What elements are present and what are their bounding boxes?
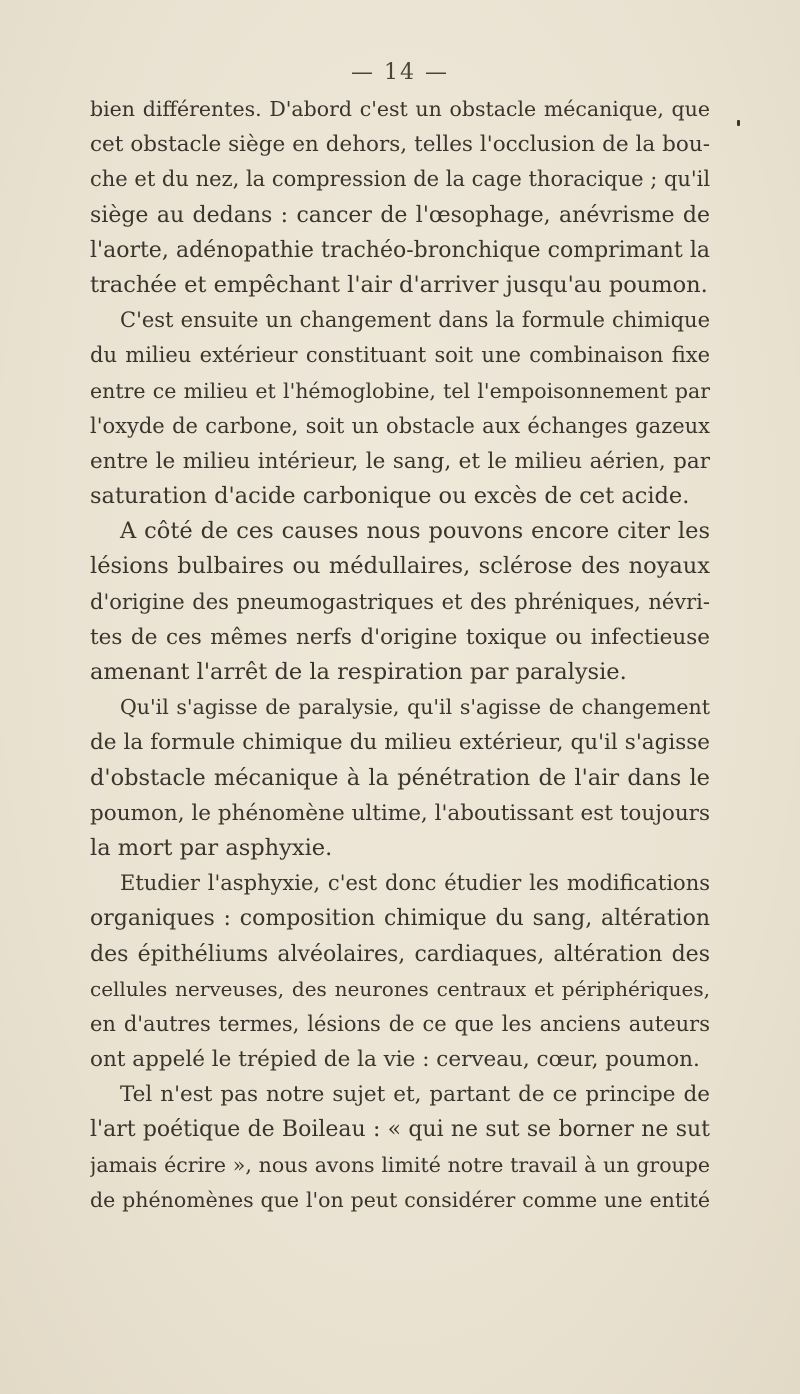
page-number: — 14 —: [351, 60, 449, 85]
text-line: du milieu extérieur constituant soit une combinaison fixe: [90, 343, 710, 368]
margin-mark: [737, 120, 740, 126]
text-line: poumon, le phénomène ultime, l'aboutissant est toujours: [90, 800, 710, 826]
text-line: che et du nez, la compression de la cage thoracique ; qu'il: [90, 167, 710, 192]
text-line: tes de ces mêmes nerfs d'origine toxique ou infectieuse: [90, 624, 710, 650]
text-line: bien différentes. D'abord c'est un obstacle mécanique, que: [90, 97, 710, 121]
text-line: ont appelé le trépied de la vie : cerveau, cœur, poumon.: [90, 1047, 700, 1073]
text-line: en d'autres termes, lésions de ce que les anciens auteurs: [90, 1011, 710, 1036]
text-line: lésions bulbaires ou médullaires, sclérose des noyaux: [90, 553, 710, 580]
text-line: A côté de ces causes nous pouvons encore citer les: [120, 518, 710, 545]
text-line: jamais écrire », nous avons limité notre travail à un groupe: [90, 1152, 710, 1177]
text-line: entre ce milieu et l'hémoglobine, tel l'empoisonnement par: [90, 378, 710, 403]
text-line: cet obstacle siège en dehors, telles l'occlusion de la bou-: [90, 132, 710, 158]
text-line: des épithéliums alvéolaires, cardiaques, altération des: [90, 941, 710, 967]
text-line: trachée et empêchant l'air d'arriver jusqu'au poumon.: [90, 271, 708, 298]
text-line: Etudier l'asphyxie, c'est donc étudier les modifications: [120, 871, 710, 896]
text-line: l'art poétique de Boileau : « qui ne sut se borner ne sut: [90, 1117, 710, 1143]
text-line: organiques : composition chimique du sang, altération: [90, 906, 710, 932]
text-line: Qu'il s'agisse de paralysie, qu'il s'agisse de changement: [120, 695, 710, 720]
text-line: amenant l'arrêt de la respiration par paralysie.: [90, 659, 627, 685]
text-line: d'obstacle mécanique à la pénétration de l'air dans le: [90, 764, 710, 791]
text-line: d'origine des pneumogastriques et des phréniques, névri-: [90, 589, 710, 614]
text-line: cellules nerveuses, des neurones centraux et périphériques,: [90, 976, 710, 1001]
text-line: de phénomènes que l'on peut considérer comme une entité: [90, 1187, 710, 1212]
text-line: entre le milieu intérieur, le sang, et le milieu aérien, par: [90, 448, 710, 474]
body-text: [90, 92, 710, 1218]
text-line: saturation d'acide carbonique ou excès de cet acide.: [90, 483, 690, 510]
text-line: l'oxyde de carbone, soit un obstacle aux échanges gazeux: [90, 413, 710, 438]
text-line: la mort par asphyxie.: [90, 834, 333, 861]
text-line: de la formule chimique du milieu extérieur, qu'il s'agisse: [90, 730, 710, 756]
text-line: siège au dedans : cancer de l'œsophage, anévrisme de: [90, 202, 710, 228]
text-line: l'aorte, adénopathie trachéo-bronchique comprimant la: [90, 237, 710, 263]
text-line: C'est ensuite un changement dans la formule chimique: [120, 308, 710, 333]
text-line: Tel n'est pas notre sujet et, partant de ce principe de: [120, 1082, 710, 1108]
